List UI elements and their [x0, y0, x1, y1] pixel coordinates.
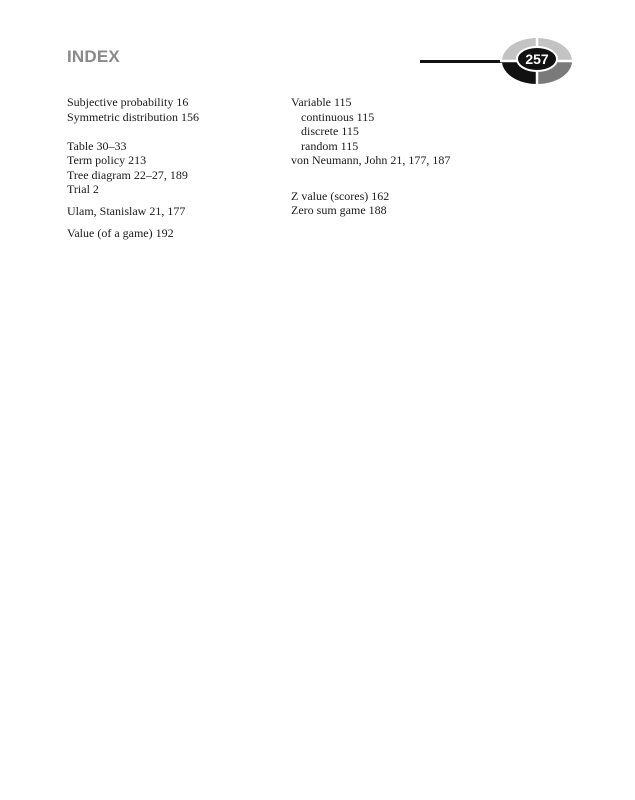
index-entry: Symmetric distribution 156	[67, 109, 199, 124]
index-subentry: discrete 115	[301, 124, 359, 138]
index-entry: Zero sum game 188	[291, 203, 387, 217]
section-gap	[67, 197, 277, 205]
index-entry: Variable 115	[291, 95, 352, 109]
index-entry: Term policy 213	[67, 153, 147, 167]
section-gap	[291, 168, 521, 189]
index-entry: von Neumann, John 21, 177, 187	[291, 153, 451, 167]
section-gap	[67, 124, 277, 139]
index-subentry: random 115	[301, 138, 359, 153]
index-subentry: continuous 115	[301, 109, 375, 124]
section-gap	[67, 219, 277, 227]
header-rule	[420, 60, 512, 63]
index-entry: Table 30–33	[67, 138, 127, 153]
index-column-right	[291, 95, 521, 218]
index-entry: Value (of a game) 192	[67, 226, 174, 240]
index-entry: Trial 2	[67, 182, 99, 196]
index-entry: Ulam, Stanislaw 21, 177	[67, 204, 186, 218]
index-column-left	[67, 95, 277, 241]
page-number: 257	[525, 51, 549, 67]
index-entry: Tree diagram 22–27, 189	[67, 167, 188, 182]
page-heading: INDEX	[67, 47, 120, 66]
index-entry: Z value (scores) 162	[291, 188, 390, 203]
index-entry: Subjective probability 16	[67, 95, 189, 109]
